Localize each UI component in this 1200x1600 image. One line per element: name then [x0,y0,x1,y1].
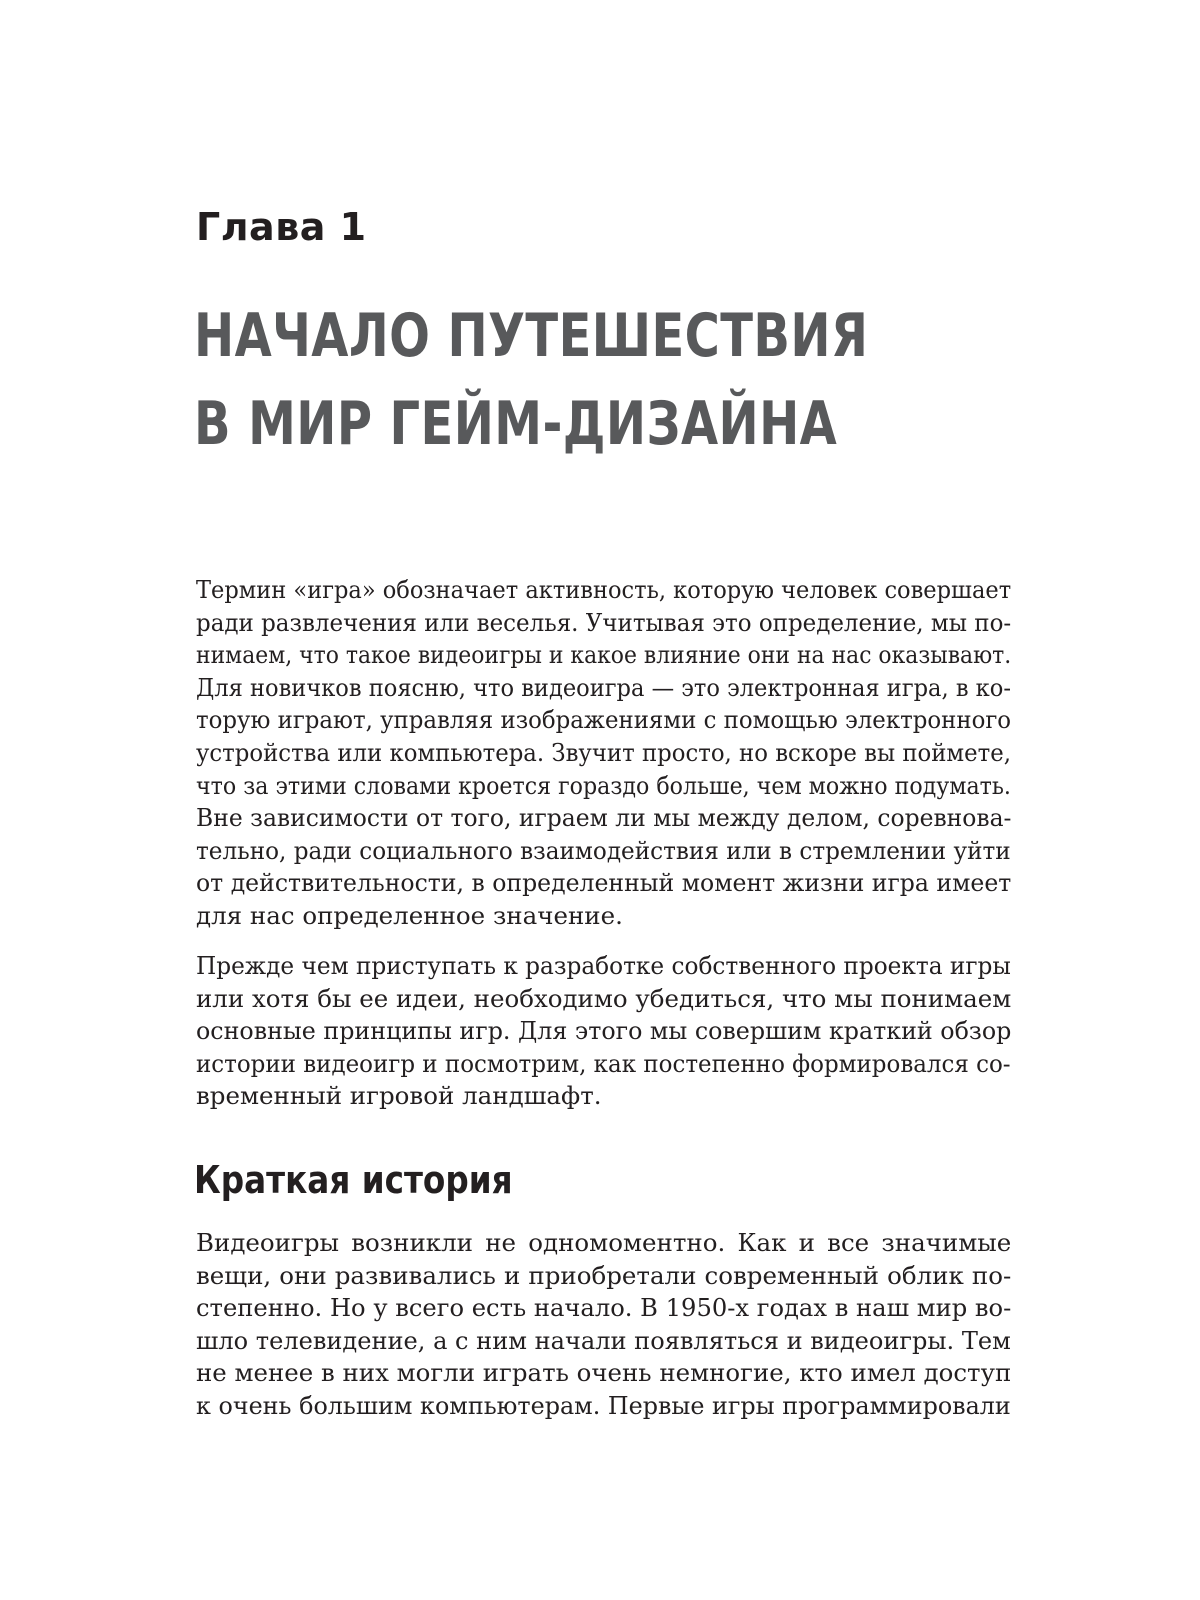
paragraph [196,574,1011,933]
text-line: для нас определенное значение. [196,900,623,930]
text-line: вещи, они развивались и приобретали современный облик по- [196,1260,1012,1290]
text-line: устройства или компьютера. Звучит просто, но вскоре вы поймете, [196,737,1012,767]
text-line: к очень большим компьютерам. Первые игры программировали [196,1390,1011,1420]
text-line: Термин «игра» обозначает активность, которую человек совершает [196,575,1012,604]
chapter-title [194,292,1014,468]
text-line: Вне зависимости от того, играем ли мы между делом, соревнова- [196,803,1012,833]
text-line: ради развлечения или веселья. Учитывая это определение, мы по- [196,607,1012,637]
text-line: или хотя бы ее идеи, необходимо убедиться, что мы понимаем [196,983,1012,1013]
text-line: Прежде чем приступать к разработке собственного проекта игры [196,951,1011,980]
text-line: степенно. Но у всего есть начало. В 1950-х годах в наш мир во- [196,1293,1012,1323]
chapter-label: Глава 1 [196,205,367,249]
text-line: не менее в них могли играть очень немногие, кто имел доступ [196,1358,1012,1388]
text-line: временный игровой ландшафт. [196,1081,602,1111]
text-line: Для новичков поясню, что видеоигра — это электронная игра, в ко- [196,672,1011,702]
text-line: Видеоигры возникли не одномоментно. Как и все значимые [196,1228,1012,1257]
section-heading: Краткая история [194,1158,513,1202]
chapter-title-line: В МИР ГЕЙМ-ДИЗАЙНА [194,389,838,459]
paragraph [196,950,1011,1113]
text-line: шло телевидение, а с ним начали появляться и видеоигры. Тем [196,1325,1011,1355]
text-line: тельно, ради социального взаимодействия или в стремлении уйти [196,835,1011,865]
text-line: нимаем, что такое видеоигры и какое влияние они на нас оказывают. [196,640,1012,670]
chapter-title-line: НАЧАЛО ПУТЕШЕСТВИЯ [194,301,869,371]
text-line: истории видеоигр и посмотрим, как постепенно формировался со- [196,1048,1011,1078]
text-line: основные принципы игр. Для этого мы совершим краткий обзор [196,1016,1012,1046]
paragraph [196,1227,1011,1423]
text-line: от действительности, в определенный момент жизни игра имеет [196,868,1012,898]
text-line: что за этими словами кроется гораздо больше, чем можно подумать. [196,770,1011,800]
text-line: торую играют, управляя изображениями с помощью электронного [196,705,1012,735]
